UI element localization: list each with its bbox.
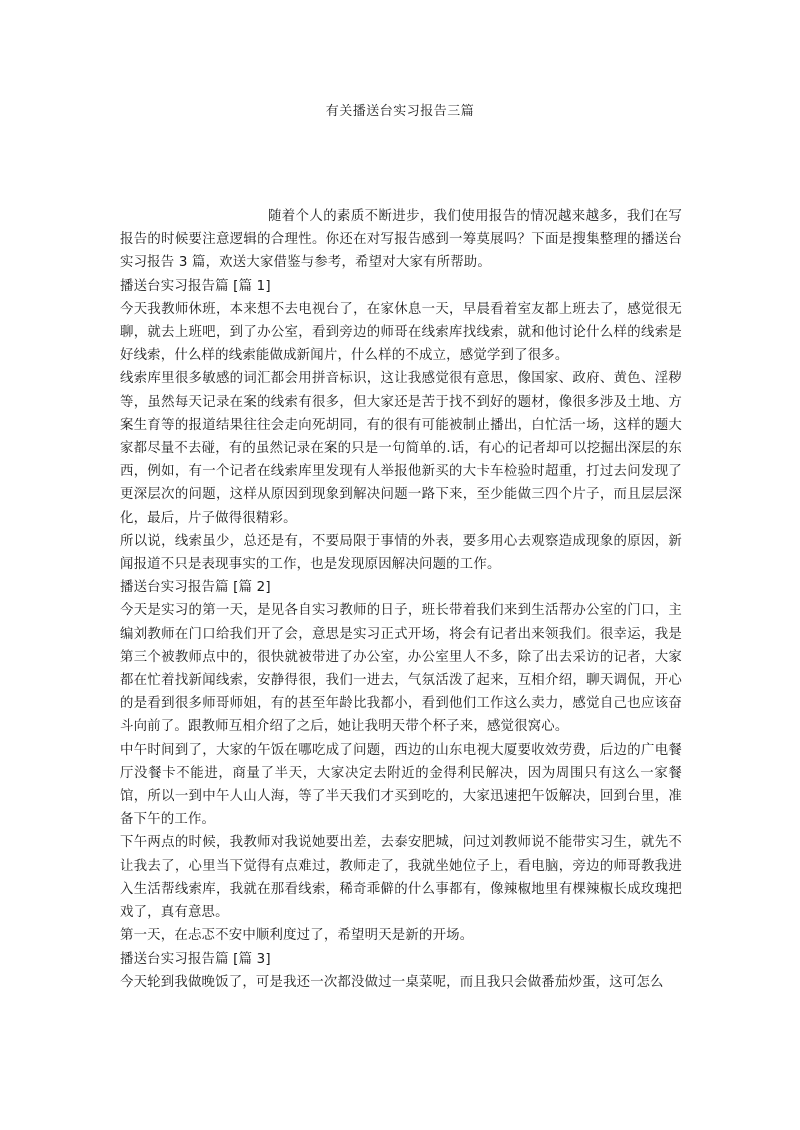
section-heading: 播送台实习报告篇 [篇 3] — [120, 951, 271, 967]
body-paragraph: 第一天，在忐忑不安中顺利度过了，希望明天是新的开场。 — [120, 928, 474, 944]
section-heading: 播送台实习报告篇 [篇 2] — [120, 580, 271, 596]
body-paragraph: 今天是实习的第一天，是见各自实习教师的日子，班长带着我们来到生活帮办公室的门口，主编刘教师在门口给我们开了会，意思是实习正式开场，将会有记者出来领我们。很幸运，我是第三个被教师点中的，很快就被带进了办公室，办公室里人不多，除了出去采访的记者，大家都在忙着找新闻线索，安静得很，我们一进去，气氛活泼了起来，互相介绍，聊天调侃，开心的是看到很多师哥师姐，有的甚至年龄比我都小，看到他们工作这么卖力，感觉自己也应该奋斗向前了。跟教师互相介绍了之后，她让我明天带个杯子来，感觉很窝心。 — [120, 603, 682, 735]
document-body — [120, 205, 682, 994]
body-paragraph: 今天轮到我做晚饭了，可是我还一次都没做过一桌菜呢，而且我只会做番茄炒蛋，这可怎么 — [120, 974, 664, 990]
body-paragraph: 线索库里很多敏感的词汇都会用拼音标识，这让我感觉很有意思，像国家、政府、黄色、淫秽等，虽然每天记录在案的线索有很多，但大家还是苦于找不到好的题材，像很多涉及土地、方案生育等的报道结果往往会走向死胡同，有的很有可能被制止播出，白忙活一场，这样的题大家都尽量不去碰，有的虽然记录在案的只是一句简单的.话，有心的记者却可以挖掘出深层的东西，例如，有一个记者在线索库里发现有人举报他新买的大卡车检验时超重，打过去问发现了更深层次的问题，这样从原因到现象到解决问题一路下来，至少能做三四个片子，而且层层深化，最后，片子做得很精彩。 — [120, 371, 682, 526]
intro-paragraph: 随着个人的素质不断进步，我们使用报告的情况越来越多，我们在写报告的时候要注意逻辑的合理性。你还在对写报告感到一筹莫展吗？下面是搜集整理的播送台实习报告 3 篇，欢送大家借鉴与参考，希望对大家有所帮助。 — [120, 209, 682, 271]
body-paragraph: 今天我教师休班，本来想不去电视台了，在家休息一天，早晨看着室友都上班去了，感觉很无聊，就去上班吧，到了办公室，看到旁边的师哥在线索库找线索，就和他讨论什么样的线索是好线索，什么样的线索能做成新闻片，什么样的不成立，感觉学到了很多。 — [120, 301, 682, 364]
body-paragraph: 中午时间到了，大家的午饭在哪吃成了问题，西边的山东电视大厦要收效劳费，后边的广电餐厅没餐卡不能进，商量了半天，大家决定去附近的金得利民解决，因为周围只有这么一家餐馆，所以一到中午人山人海，等了半天我们才买到吃的，大家迅速把午饭解决，回到台里，准备下午的工作。 — [120, 742, 682, 828]
body-paragraph: 下午两点的时候，我教师对我说她要出差，去泰安肥城，问过刘教师说不能带实习生，就先不让我去了，心里当下觉得有点难过，教师走了，我就坐她位子上，看电脑，旁边的师哥教我进入生活帮线索库，我就在那看线索，稀奇乖僻的什么事都有，像辣椒地里有棵辣椒长成玫瑰把戏了，真有意思。 — [120, 835, 682, 921]
section-heading: 播送台实习报告篇 [篇 1] — [120, 278, 271, 294]
document-title: 有关播送台实习报告三篇 — [325, 104, 475, 119]
body-paragraph: 所以说，线索虽少，总还是有，不要局限于事情的外表，要多用心去观察造成现象的原因，新闻报道不只是表现事实的工作，也是发现原因解决问题的工作。 — [120, 533, 682, 573]
